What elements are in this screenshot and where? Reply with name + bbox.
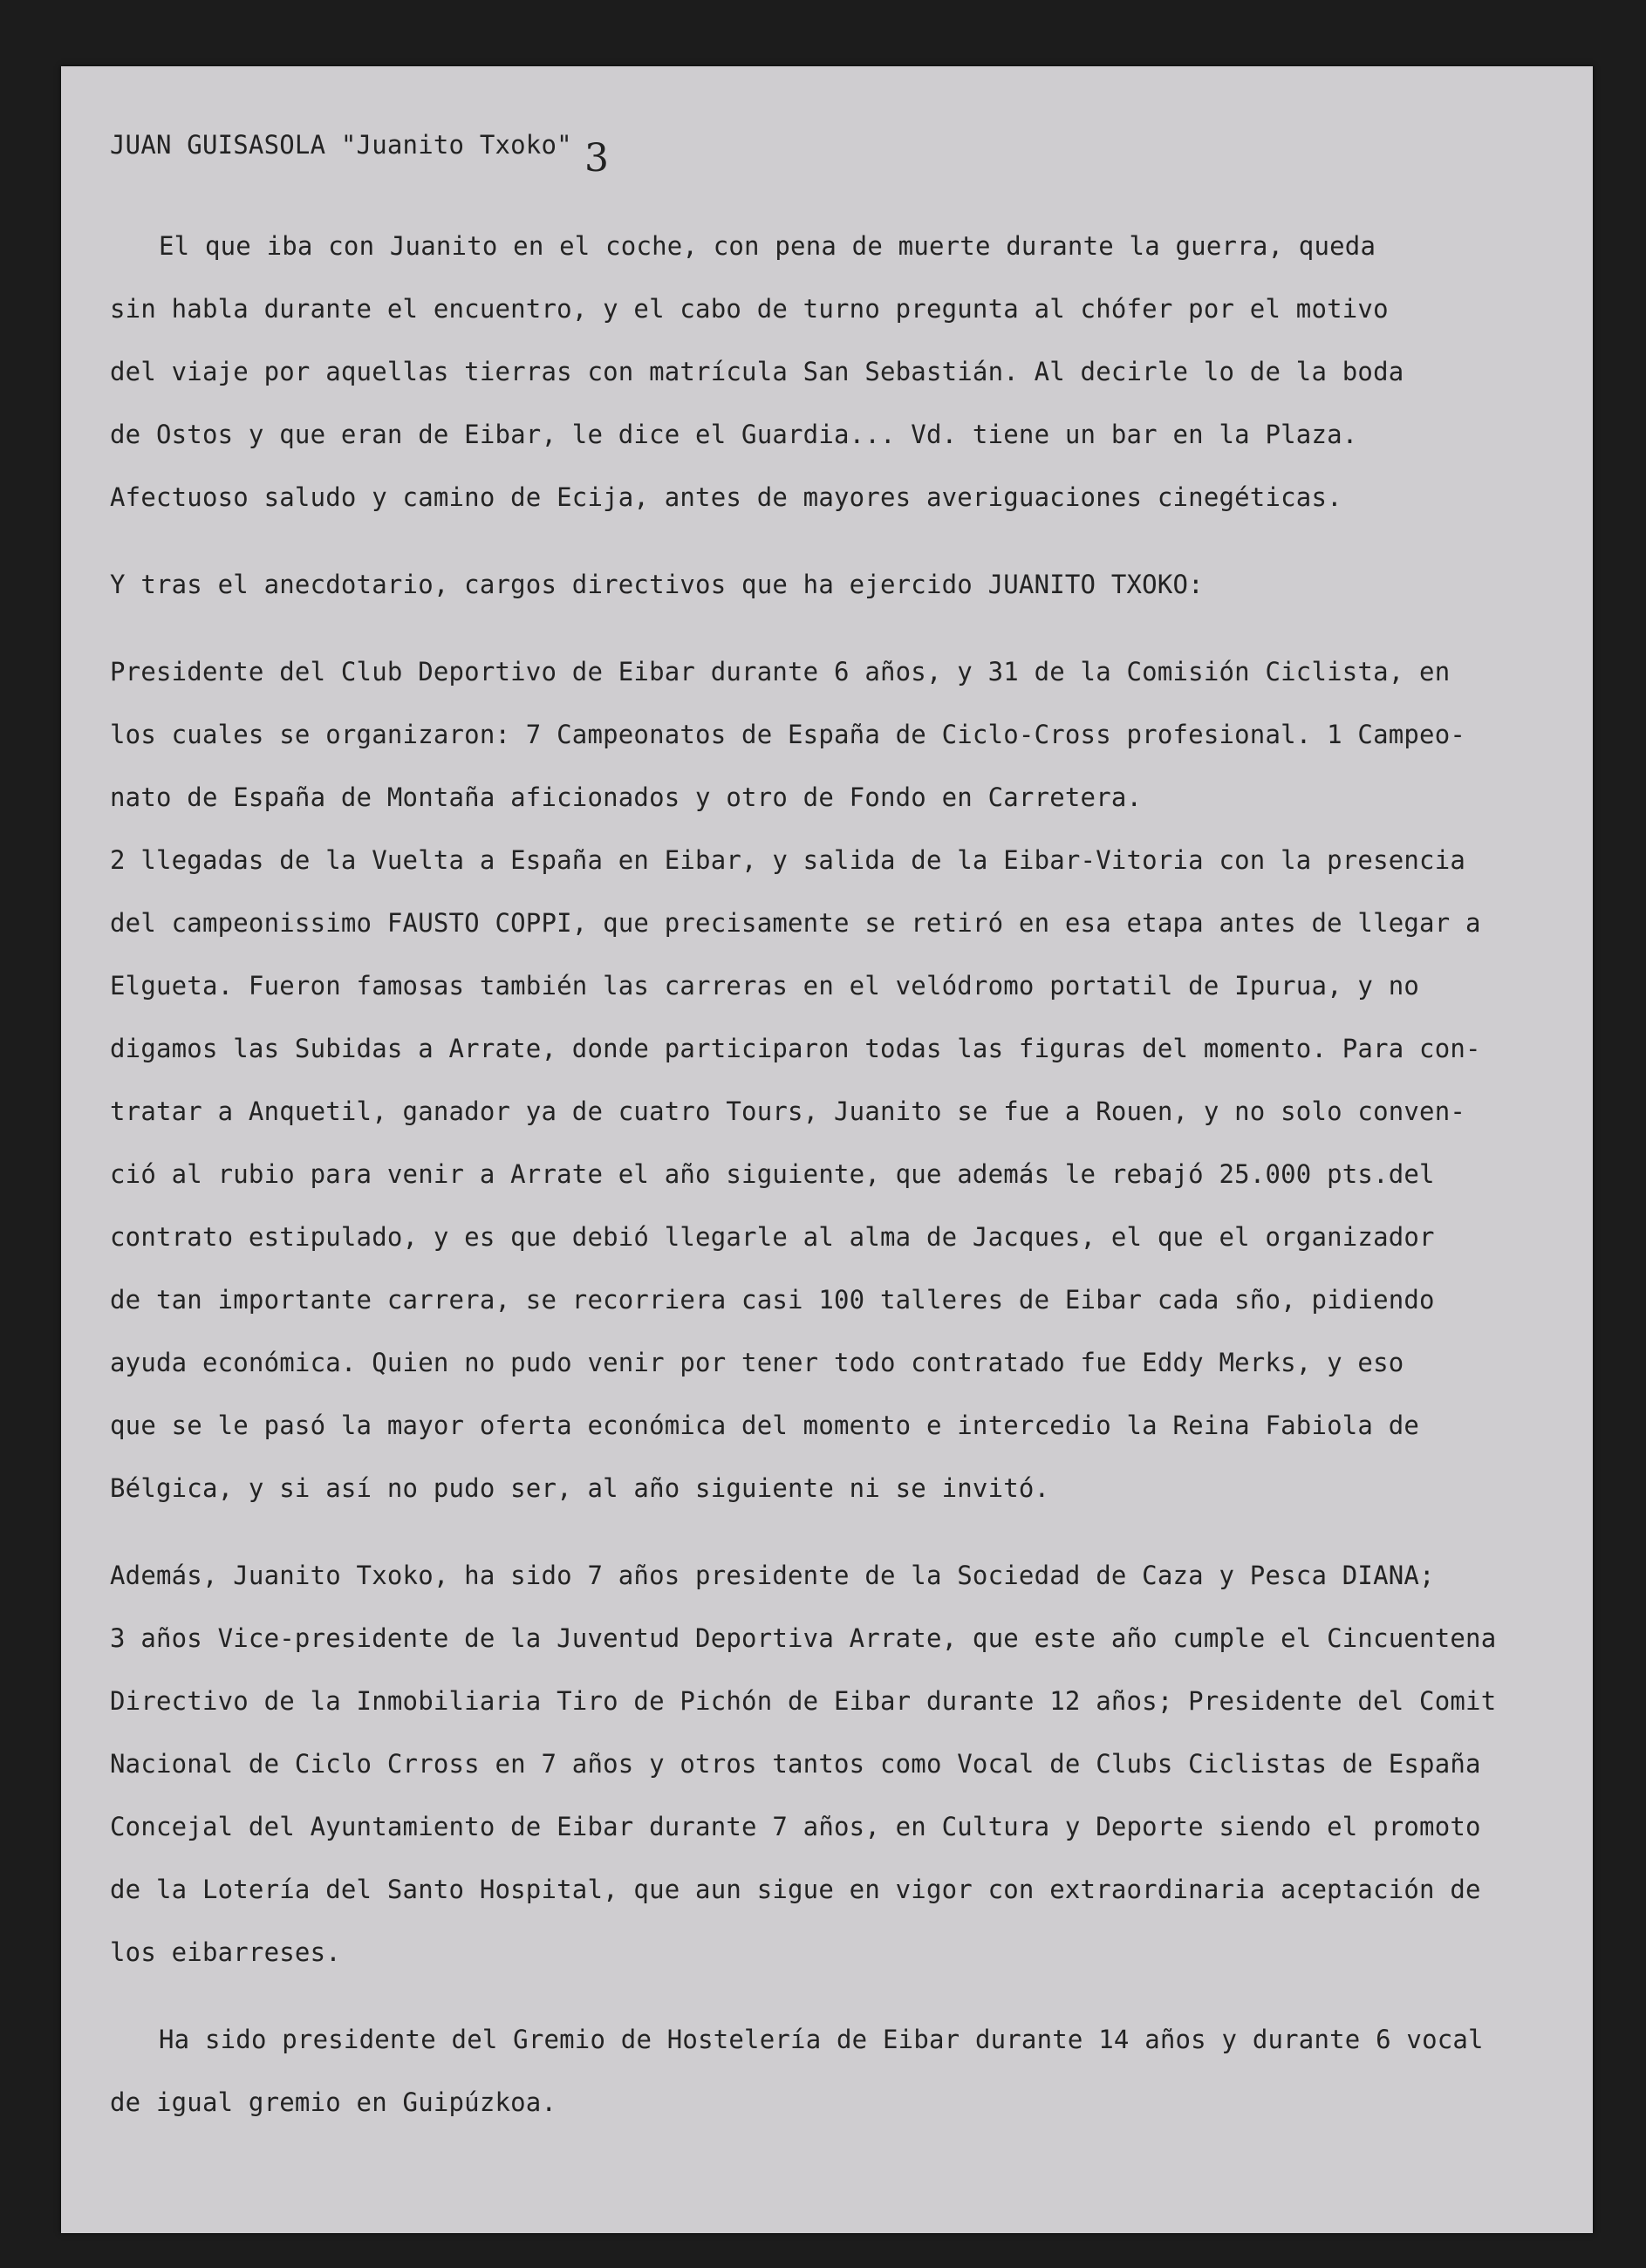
text-line: sin habla durante el encuentro, y el cabo de turno pregunta al chófer por el motivo <box>110 294 1389 324</box>
text-line: nato de España de Montaña aficionados y otro de Fondo en Carretera. <box>110 782 1143 812</box>
document-title: JUAN GUISASOLA "Juanito Txoko" <box>110 130 572 160</box>
paragraph-hospitality <box>110 2008 1532 2134</box>
text-line: tratar a Anquetil, ganador ya de cuatro Tours, Juanito se fue a Rouen, y no solo conven- <box>110 1096 1466 1126</box>
paragraph-anecdote <box>110 215 1532 529</box>
text-line: contrato estipulado, y es que debió llegarle al alma de Jacques, el que el organizador <box>110 1222 1435 1252</box>
page-mark: 3 <box>584 136 609 181</box>
text-line: Elgueta. Fueron famosas también las carreras en el velódromo portatil de Ipurua, y no <box>110 971 1420 1001</box>
text-line: que se le pasó la mayor oferta económica del momento e intercedio la Reina Fabiola de <box>110 1411 1420 1440</box>
text-line: de Ostos y que eran de Eibar, le dice el Guardia... Vd. tiene un bar en la Plaza. <box>110 420 1358 449</box>
text-line: 3 años Vice-presidente de la Juventud Deportiva Arrate, que este año cumple el Cincuentena <box>110 1623 1497 1653</box>
text-line: del viaje por aquellas tierras con matrícula San Sebastián. Al decirle lo de la boda <box>110 357 1404 386</box>
text-line: del campeonissimo FAUSTO COPPI, que precisamente se retiró en esa etapa antes de llegar a <box>110 908 1481 938</box>
text-line: Directivo de la Inmobiliaria Tiro de Pichón de Eibar durante 12 años; Presidente del Comit <box>110 1686 1497 1716</box>
text-line: Y tras el anecdotario, cargos directivos que ha ejercido JUANITO TXOKO: <box>110 570 1204 599</box>
text-line: los cuales se organizaron: 7 Campeonatos de España de Ciclo-Cross profesional. 1 Campeo- <box>110 720 1466 749</box>
text-line: ayuda económica. Quien no pudo venir por tener todo contratado fue Eddy Merks, y eso <box>110 1348 1404 1377</box>
paragraph-intro-cargos <box>110 553 1532 616</box>
text-line: digamos las Subidas a Arrate, donde participaron todas las figuras del momento. Para con- <box>110 1034 1481 1063</box>
text-line: de igual gremio en Guipúzkoa. <box>110 2087 557 2117</box>
text-line: Afectuoso saludo y camino de Ecija, antes de mayores averiguaciones cinegéticas. <box>110 482 1342 512</box>
text-line: de tan importante carrera, se recorriera casi 100 talleres de Eibar cada sño, pidiendo <box>110 1285 1435 1315</box>
text-line: Presidente del Club Deportivo de Eibar durante 6 años, y 31 de la Comisión Ciclista, en <box>110 657 1451 687</box>
paragraph-other-positions <box>110 1544 1532 1984</box>
text-line: los eibarreses. <box>110 1937 341 1967</box>
paragraph-cycling <box>110 640 1532 1520</box>
text-line: El que iba con Juanito en el coche, con pena de muerte durante la guerra, queda <box>159 231 1376 261</box>
text-line: Nacional de Ciclo Crross en 7 años y otros tantos como Vocal de Clubs Ciclistas de España <box>110 1749 1481 1779</box>
text-line: Ha sido presidente del Gremio de Hostelería de Eibar durante 14 años y durante 6 vocal <box>159 2025 1484 2054</box>
text-line: Concejal del Ayuntamiento de Eibar durante 7 años, en Cultura y Deporte siendo el promoto <box>110 1812 1481 1841</box>
text-line: 2 llegadas de la Vuelta a España en Eibar, y salida de la Eibar-Vitoria con la presencia <box>110 845 1466 875</box>
text-line: de la Lotería del Santo Hospital, que aun sigue en vigor con extraordinaria aceptación de <box>110 1875 1481 1904</box>
document-body <box>110 113 1532 2134</box>
text-line: Bélgica, y si así no pudo ser, al año siguiente ni se invitó. <box>110 1473 1050 1503</box>
text-line: ció al rubio para venir a Arrate el año siguiente, que además le rebajó 25.000 pts.del <box>110 1159 1435 1189</box>
text-line: Además, Juanito Txoko, ha sido 7 años presidente de la Sociedad de Caza y Pesca DIANA; <box>110 1561 1435 1590</box>
